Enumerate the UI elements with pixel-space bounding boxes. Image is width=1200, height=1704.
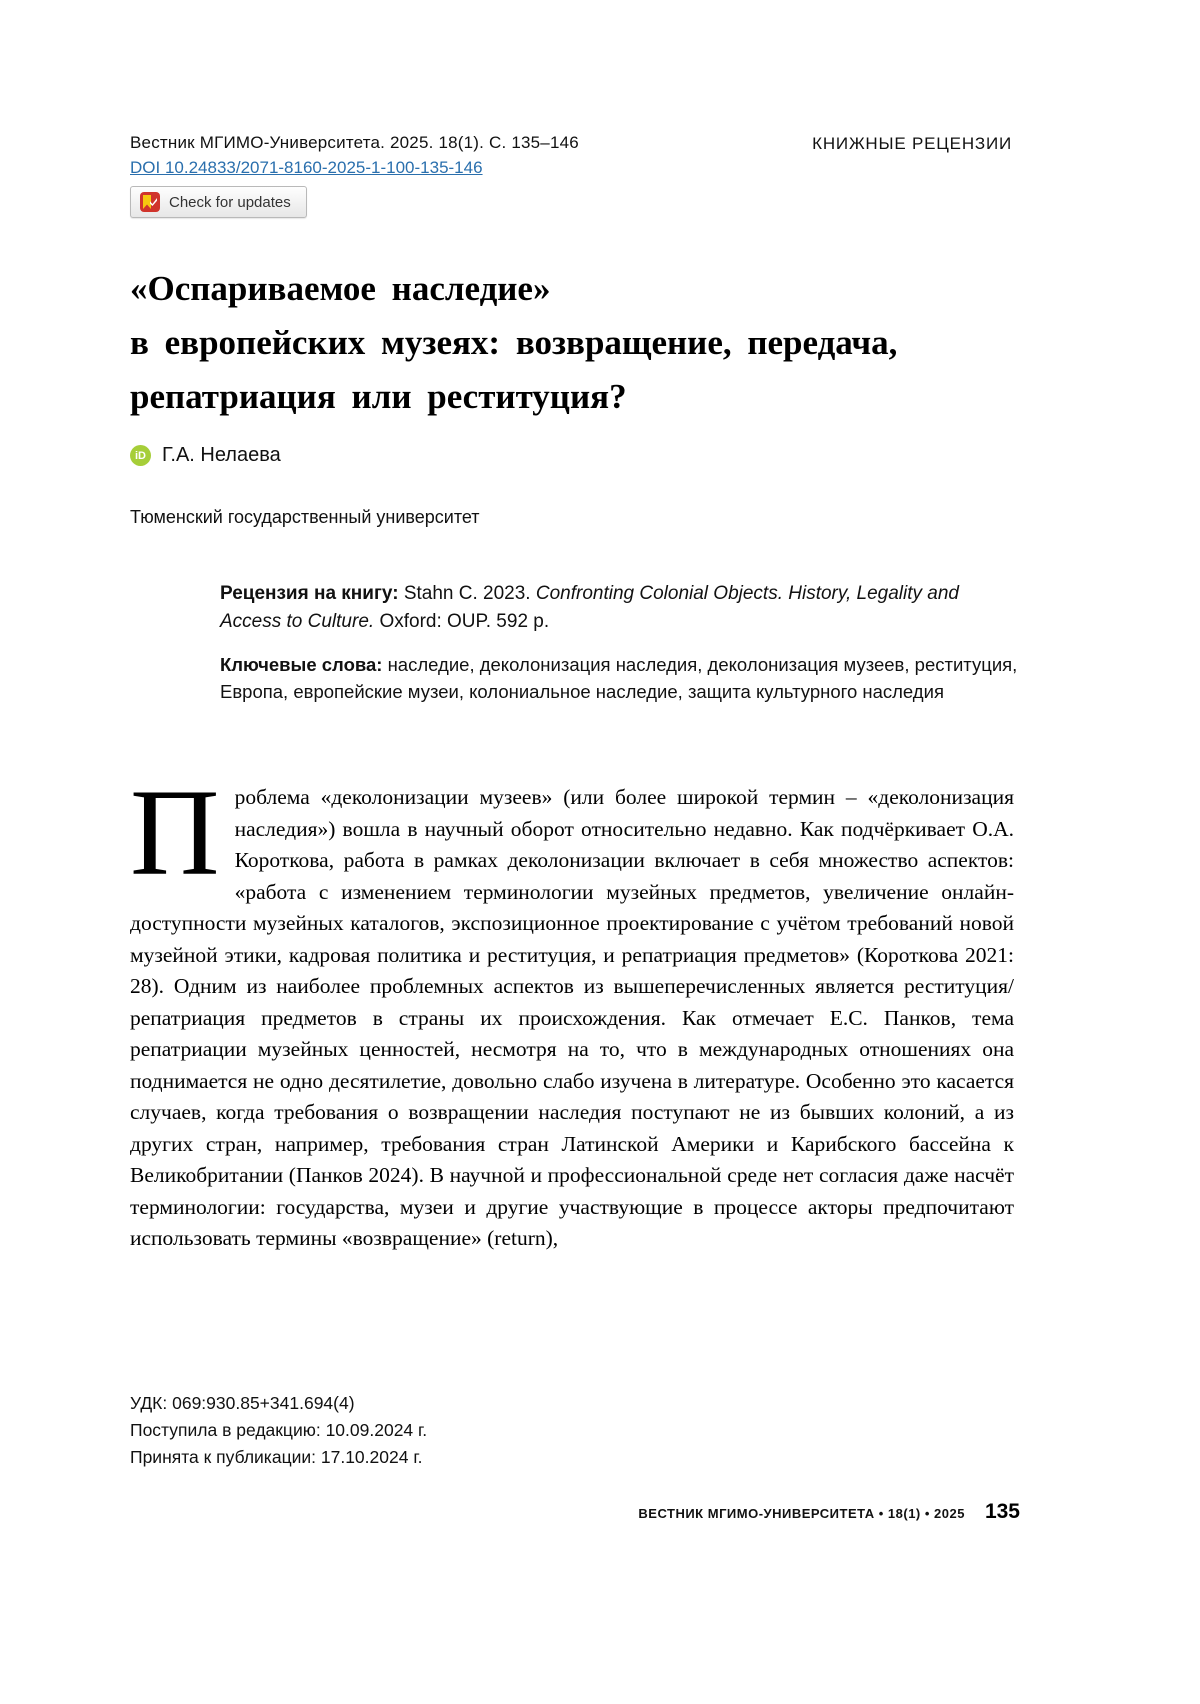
author-name: Г.А. Нелаева xyxy=(162,444,281,466)
check-for-updates-label: Check for updates xyxy=(169,193,291,211)
section-label: КНИЖНЫЕ РЕЦЕНЗИИ xyxy=(812,134,1012,153)
footer-journal-name: ВЕСТНИК МГИМО-УНИВЕРСИТЕТА • 18(1) • 2025 xyxy=(638,1506,965,1521)
udk-line: УДК: 069:930.85+341.694(4) xyxy=(130,1393,355,1413)
book-review-citation xyxy=(220,580,1018,636)
review-label: Рецензия на книгу: xyxy=(220,583,399,604)
review-citation-pre: Stahn C. 2023. xyxy=(403,583,531,604)
author-affiliation: Тюменский государственный университет xyxy=(130,507,480,527)
dropcap-letter: П xyxy=(130,764,220,901)
accepted-line: Принята к публикации: 17.10.2024 г. xyxy=(130,1447,423,1467)
crossmark-icon xyxy=(140,192,160,212)
paragraph-text: роблема «деколонизации музеев» (или более широкой термин – «деколонизация наследия») вошла в научный оборот относительно недавно. Как подчёркивает О.А. Короткова, работа в рамках деколонизации включает в себя множество аспектов: «работа с изменением терминологии музейных предметов, увеличение онлайн-доступности музейных каталогов, экспозиционное проектирование с учётом требований новой музейной этики, кадровая политика и реституция, и репатриация предметов» (Короткова 2021: 28). Одним из наиболее проблемных аспектов из вышеперечисленных является реституция/репатриация предметов в страны их происхождения. Как отмечает Е.С. Панков, тема репатриации музейных ценностей, несмотря на то, что в международных отношениях она поднимается не одно десятилетие, довольно слабо изучена в литературе. Особенно это касается случаев, когда требования о возвращении наследия поступают не из бывших колоний, а из других стран, например, требования стран Латинской Америки и Карибского бассейна к Великобритании (Панков 2024). В научной и профессиональной среде нет согласия даже насчёт терминологии: государства, музеи и другие участвующие в процессе акторы предпочитают использовать термины «возвращение» (return), xyxy=(130,785,1014,1250)
check-for-updates-button[interactable] xyxy=(130,186,307,218)
page-footer xyxy=(638,1500,1020,1524)
article-title xyxy=(130,262,1025,424)
review-citation-post: Oxford: OUP. 592 p. xyxy=(379,611,550,632)
journal-citation: Вестник МГИМО-Университета. 2025. 18(1). С. 135–146 xyxy=(130,133,579,152)
keywords-text: наследие, деколонизация наследия, деколонизация музеев, реституция, Европа, европейские музеи, колониальное наследие, защита культурного наследия xyxy=(220,654,1018,702)
title-line-3: репатриация или реституция? xyxy=(130,377,627,416)
review-citation-title: Confronting Colonial Objects. History, Legality and Access to Culture. xyxy=(220,583,959,632)
keywords-block xyxy=(220,651,1018,705)
footer-page-number: 135 xyxy=(984,1500,1020,1523)
author-row xyxy=(130,444,281,467)
doi-link[interactable]: DOI 10.24833/2071-8160-2025-1-100-135-146 xyxy=(130,158,483,177)
title-line-1: «Оспариваемое наследие» xyxy=(130,269,551,308)
article-body-paragraph xyxy=(130,764,1014,1255)
title-line-2: в европейских музеях: возвращение, передача, xyxy=(130,323,898,362)
orcid-icon[interactable]: iD xyxy=(130,445,151,466)
keywords-label: Ключевые слова: xyxy=(220,654,383,675)
received-line: Поступила в редакцию: 10.09.2024 г. xyxy=(130,1420,428,1440)
article-meta xyxy=(130,1390,427,1471)
